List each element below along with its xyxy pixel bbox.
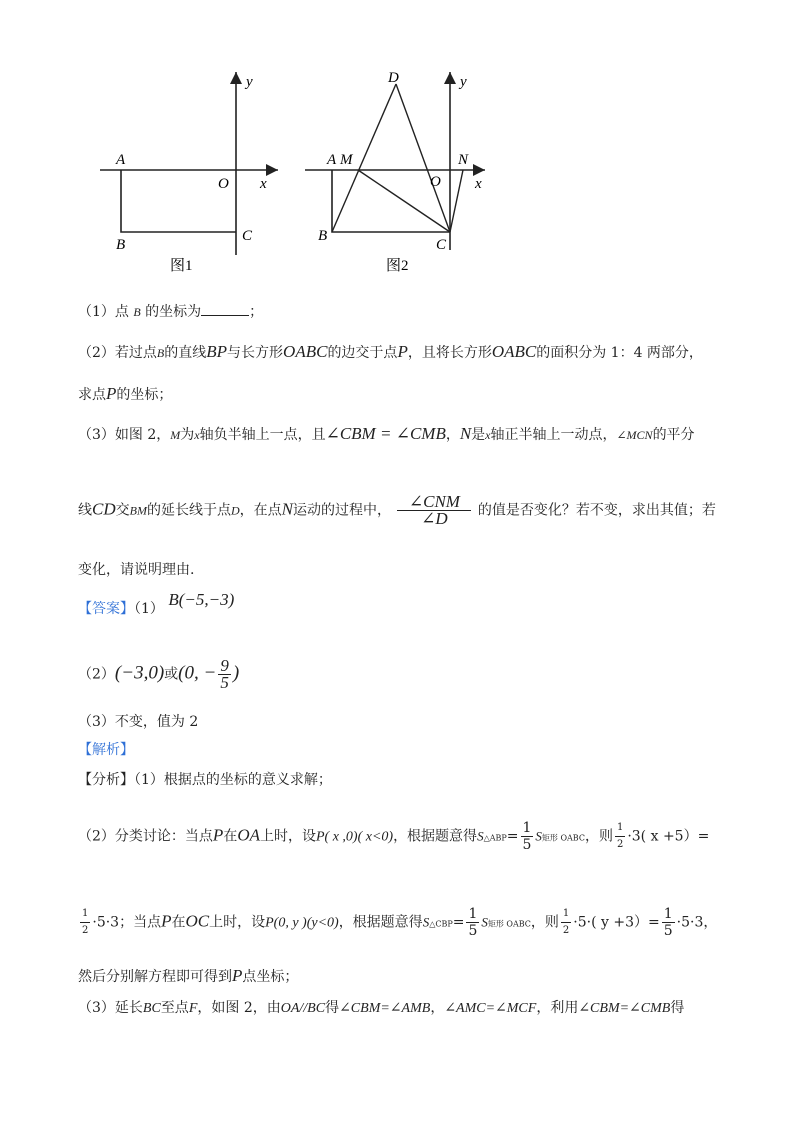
question-3 <box>78 424 695 445</box>
q2-text-1: （2）若过点 <box>78 345 157 361</box>
f2b-text-4: ，根据题意得 <box>338 914 423 931</box>
f3-text-2: 至点 <box>160 1000 189 1016</box>
fig1-label-c: C <box>242 228 253 244</box>
fig2-label-b: B <box>318 228 328 244</box>
f2-segment-oa: OA <box>237 825 260 845</box>
f2b-s2: S <box>481 914 488 930</box>
q3b-text-3: 的延长线于点 <box>146 502 231 519</box>
f2b-text-6: ·5·( y +3）= <box>573 914 660 931</box>
fig2-label-m: M <box>340 152 353 168</box>
f2-s2-sub: 矩形 OABC <box>541 833 585 843</box>
analysis-heading <box>78 740 134 760</box>
analysis-2-end <box>78 966 298 987</box>
fig1-label-x: x <box>260 176 267 192</box>
analysis-3 <box>78 998 684 1019</box>
f2-text-4: ，根据题意得 <box>393 828 478 845</box>
f2b-segment-oc: OC <box>185 911 210 931</box>
f2-s1-sub: △ABP <box>483 833 507 843</box>
f2b-text-5: ，则 <box>530 914 559 931</box>
f2b-point-def: P(0, y )(y<0) <box>265 915 339 931</box>
q3-text-6: 轴正半轴上一动点， <box>490 427 617 443</box>
answer-2-value-b-post: ) <box>232 662 240 684</box>
fraction-numerator: 9 <box>220 656 229 675</box>
f2b-frac-1-5 <box>466 906 479 939</box>
answer-1-num: （1） <box>134 601 164 617</box>
f2-text-2: 在 <box>223 828 238 845</box>
q3b-line-cd: CD <box>92 499 116 519</box>
question-2 <box>78 342 703 363</box>
fraction-denominator: 2 <box>82 925 89 936</box>
f2c-text: 然后分别解方程即可得到 <box>78 969 232 985</box>
fig2-caption: 图2 <box>386 258 409 274</box>
fig1-label-o: O <box>218 176 229 192</box>
q2b-text: 求点 <box>78 387 106 403</box>
fig1-label-a: A <box>116 152 126 168</box>
question-3-cont <box>78 494 716 527</box>
fraction-numerator: 1 <box>522 820 532 836</box>
fraction-denominator: 2 <box>616 839 624 850</box>
fig2-label-n: N <box>458 152 469 168</box>
q3-text-3: 轴负半轴上一点，且 <box>199 427 326 443</box>
fig2-label-o: O <box>430 174 441 190</box>
f3-text-4: 得 <box>325 1000 340 1016</box>
q2-text-5: ，且将长方形 <box>407 345 492 361</box>
f2-text-1: （2）分类讨论：当点 <box>78 828 213 845</box>
geometry-figures <box>90 60 510 290</box>
f3-text-7: 得 <box>670 1000 685 1016</box>
fraction-numerator: ∠CNM <box>397 494 471 511</box>
f2b-s1-sub: △CBP <box>429 919 453 929</box>
answer-2-num: （2） <box>78 666 115 683</box>
f2c-point-p: P <box>232 966 243 985</box>
f2-point-def: P( x ,0)( x<0) <box>315 829 394 845</box>
f2-frac-1-2 <box>615 820 625 853</box>
q2-text-4: 的边交于点 <box>327 345 398 361</box>
q1-end: ； <box>249 304 264 320</box>
q1-suffix: 的坐标为 <box>145 304 202 320</box>
f2b-frac-1-2b <box>561 906 571 939</box>
question-2-cont <box>78 384 172 405</box>
answer-1-value: B(−5,−3) <box>168 590 235 609</box>
q3b-line-bm: BM <box>129 503 147 518</box>
fig2-label-x: x <box>475 176 482 192</box>
fraction-denominator: 2 <box>562 925 570 936</box>
f3-angle-2: ∠AMC=∠MCF <box>444 1001 537 1016</box>
answer-tag: 【答案】 <box>78 601 134 617</box>
fig2-label-d: D <box>388 70 399 86</box>
q2-text-6: 的面积分为 1：4 两部分， <box>536 345 703 361</box>
fraction-numerator: 1 <box>663 906 673 922</box>
fraction-numerator: 1 <box>561 906 571 923</box>
q2-text-2: 的直线 <box>164 345 207 361</box>
analysis-2 <box>78 820 709 853</box>
f2-text-5: ，则 <box>584 828 613 845</box>
fig2-label-y: y <box>460 74 467 90</box>
analysis-tag: 【解析】 <box>78 742 134 758</box>
q3b-point-d: D <box>230 503 240 518</box>
f2b-text-2: 在 <box>171 914 186 931</box>
f2b-s2-sub: 矩形 OABC <box>487 919 531 929</box>
f2b-frac-1-2 <box>80 906 90 939</box>
q3-angle-mcn: ∠MCN <box>616 428 653 442</box>
fraction-denominator: 5 <box>663 923 673 939</box>
fraction-denominator: 5 <box>220 673 229 692</box>
f3-text-5: ， <box>430 1000 445 1016</box>
fig2-label-a: A <box>327 152 337 168</box>
q3-point-n: N <box>459 424 472 443</box>
f3-parallel: OA//BC <box>280 1001 326 1016</box>
answer-3-text: （3）不变，值为 2 <box>78 714 199 730</box>
q3-angle-eq: ∠CBM = ∠CMB <box>325 424 446 443</box>
fraction-numerator: 1 <box>615 820 625 837</box>
f3-angle-1: ∠CBM=∠AMB <box>339 1001 431 1016</box>
f2-text-3: 上时，设 <box>259 828 316 845</box>
q2b-point-p: P <box>106 384 117 403</box>
q2-rect-oabc-2: OABC <box>491 342 537 361</box>
answer-2-or: 或 <box>164 666 179 683</box>
fraction-cnm-over-d <box>397 494 471 527</box>
question-1 <box>78 302 263 322</box>
f2b-frac-1-5b <box>662 906 675 939</box>
q3b-text-6: 的值是否变化？若不变，求出其值；若 <box>477 502 716 519</box>
q3b-text-5: 运动的过程中， <box>292 502 391 519</box>
q3-text-5: 是 <box>471 427 486 443</box>
fig2-label-c: C <box>436 237 447 253</box>
q1-prefix: （1）点 <box>78 304 129 320</box>
f3-point-f: F <box>188 1001 198 1016</box>
f2b-text-3: 上时，设 <box>209 914 266 931</box>
f2-s2: S <box>535 828 542 844</box>
q2-rect-oabc: OABC <box>283 342 328 361</box>
q3-text-4: ， <box>445 427 460 443</box>
answer-2-value-a: (−3,0) <box>114 662 165 684</box>
fraction-numerator: 1 <box>80 906 90 923</box>
figures <box>90 60 510 290</box>
q2b-text-2: 的坐标； <box>116 387 173 403</box>
q3-axis-x: x <box>194 428 200 442</box>
analysis-2-cont <box>78 906 717 939</box>
f2b-text-1: ·5·3；当点 <box>92 914 162 931</box>
q3-point-m: M <box>170 428 181 442</box>
q3-axis-x-2: x <box>485 428 491 442</box>
fraction-denominator: 5 <box>522 837 532 853</box>
q3b-point-n: N <box>281 499 293 519</box>
question-3-end <box>78 560 194 580</box>
f3-angle-3: ∠CBM=∠CMB <box>578 1001 671 1016</box>
q3b-text-4: ，在点 <box>239 502 282 519</box>
fig1-label-y: y <box>246 74 253 90</box>
q2-point-p: P <box>397 342 408 361</box>
q2-point-b: B <box>156 346 165 360</box>
fraction-denominator: ∠D <box>421 509 448 528</box>
fig1-caption: 图1 <box>170 258 193 274</box>
q3b-text-2: 交 <box>115 502 130 519</box>
answer-3 <box>78 712 198 732</box>
f2-point-p: P <box>212 825 224 845</box>
q2-line-bp: BP <box>206 342 228 361</box>
answer-2-fraction <box>218 658 231 691</box>
f2b-s1: S <box>422 914 430 930</box>
answer-blank <box>201 303 249 316</box>
f3-line-bc: BC <box>142 1001 161 1016</box>
fig1-label-b: B <box>116 237 126 253</box>
q3c-text: 变化，请说明理由. <box>78 562 195 578</box>
fraction-denominator: 5 <box>468 923 478 939</box>
f2-frac-1-5 <box>521 820 534 853</box>
f2-eq: = <box>506 828 519 845</box>
f2-s1: S <box>477 828 484 844</box>
f2b-point-p: P <box>161 911 172 931</box>
answer-2 <box>78 658 239 691</box>
q3-text-1: （3）如图 2， <box>78 427 171 443</box>
answer-1 <box>78 590 235 619</box>
fraction-numerator: 1 <box>468 906 478 922</box>
q3b-text-1: 线 <box>78 502 92 519</box>
f2b-text-7: ·5·3， <box>676 914 718 931</box>
q2-text-3: 与长方形 <box>227 345 284 361</box>
figure-1 <box>100 72 278 274</box>
f2b-eq: = <box>452 914 465 931</box>
f2c-text-2: 点坐标； <box>242 969 299 985</box>
figure-2 <box>305 70 485 274</box>
fenxi-text: 【分析】（1）根据点的坐标的意义求解； <box>78 772 332 788</box>
f2-text-6: ·3( x +5）= <box>627 828 710 845</box>
q3-text-7: 的平分 <box>652 427 695 443</box>
f3-text-6: ，利用 <box>536 1000 579 1016</box>
q1-point-b: B <box>133 305 141 319</box>
f3-text-1: （3）延长 <box>78 1000 143 1016</box>
analysis-intro <box>78 770 332 790</box>
q3-text-2: 为 <box>180 427 195 443</box>
f3-text-3: ，如图 2，由 <box>197 1000 281 1016</box>
answer-2-value-b-pre: (0, − <box>178 662 217 684</box>
